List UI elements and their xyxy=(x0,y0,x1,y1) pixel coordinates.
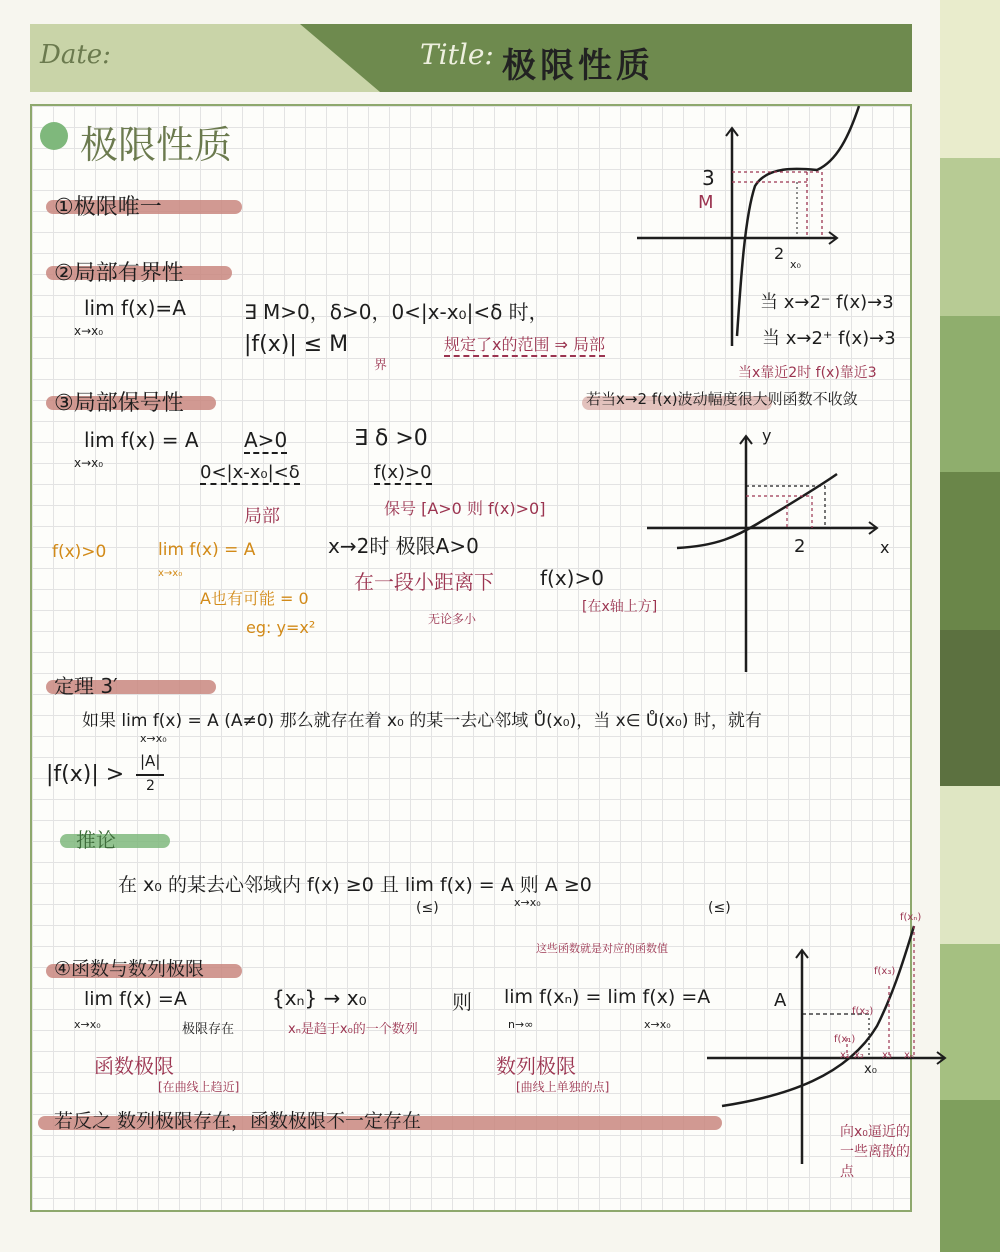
g4-x1-label: x₁ xyxy=(840,1050,850,1061)
color-swatch xyxy=(940,944,1000,1100)
s3-orange1: f(x)>0 xyxy=(52,542,107,562)
graph-2 xyxy=(647,424,897,674)
graph-4 xyxy=(707,926,947,1166)
s3-orange3: A也有可能 = 0 xyxy=(200,589,309,608)
g4-x3-label: x₃ xyxy=(882,1050,892,1061)
s2-bound: |f(x)| ≤ M xyxy=(244,332,349,357)
s3-lim-sub: x→x₀ xyxy=(74,456,104,470)
color-swatch xyxy=(940,786,1000,944)
g1-note1: 当 x→2⁻ f(x)→3 xyxy=(760,292,894,313)
g1-x0-label: x₀ xyxy=(790,258,801,271)
color-swatch xyxy=(940,630,1000,786)
s4-lim: lim f(x) =A xyxy=(84,988,187,1010)
s3-exists: ∃ δ >0 xyxy=(354,426,428,451)
grid-paper xyxy=(30,104,922,1212)
s2-range-note: 规定了x的范围 ⇒ 局部 xyxy=(444,332,605,357)
corollary-sub: x→x₀ xyxy=(514,896,541,909)
corollary-body: 在 x₀ 的某去心邻域内 f(x) ≥0 且 lim f(x) = A 则 A ≥0 xyxy=(118,874,592,896)
g4-f2-label: f(x₂) xyxy=(852,1006,874,1017)
color-swatch xyxy=(940,316,1000,472)
s4-lim2-sub1: n→∞ xyxy=(508,1018,534,1031)
theorem-ineq-num: |A| xyxy=(140,752,161,770)
g4-a-label: A xyxy=(774,990,787,1011)
s4-converse: 若反之 数列极限存在，函数极限不一定存在 xyxy=(54,1110,422,1132)
g1-x-label: 2 xyxy=(774,244,785,263)
s4-lim-sub: x→x₀ xyxy=(74,1018,101,1031)
g4-f3-label: f(x₃) xyxy=(874,966,896,977)
s3-keep-note: 保号 [A>0 则 f(x)>0] xyxy=(384,499,546,518)
color-swatch-strip xyxy=(940,0,1000,1252)
s2-title: ②局部有界性 xyxy=(54,261,184,286)
theorem-fraction-bar xyxy=(136,774,164,776)
s2-bound-note: 界 xyxy=(374,358,388,373)
corollary-title: 推论 xyxy=(76,828,116,852)
g1-y-label: 3 xyxy=(702,166,715,190)
s4-title: ④函数与数列极限 xyxy=(54,958,205,980)
g2-x-label: x xyxy=(880,538,890,557)
s3-lim: lim f(x) = A xyxy=(84,428,199,452)
g4-x2-label: x₂ xyxy=(854,1050,864,1061)
s4-seq-lim-note: [曲线上单独的点] xyxy=(516,1080,610,1094)
g1-note4: 若当x→2 f(x)波动幅度很大则函数不收敛 xyxy=(586,390,858,408)
s3-x2: x→2时 极限A>0 xyxy=(328,534,479,558)
g4-xn-label: xₙ xyxy=(904,1050,914,1061)
g4-f1-label: f(x₁) xyxy=(834,1034,856,1045)
date-label: Date: xyxy=(40,40,111,70)
s3-local-cond: 0<|x-x₀|<δ xyxy=(200,462,300,483)
s4-then: 则 xyxy=(452,990,472,1014)
s4-lim2-sub2: x→x₀ xyxy=(644,1018,671,1031)
theorem-body: 如果 lim f(x) = A (A≠0) 那么就存在着 x₀ 的某一去心邻域 Ů(x₀)，当 x∈ Ů(x₀) 时，就有 xyxy=(82,711,762,731)
s3-orange2: lim f(x) = A xyxy=(158,540,256,560)
bullet-dot xyxy=(40,122,68,150)
g4-curve xyxy=(722,926,914,1106)
s1-title: ①极限唯一 xyxy=(54,195,162,220)
page-header xyxy=(30,24,912,92)
g1-m-label: M xyxy=(698,192,714,213)
s4-exists: 极限存在 xyxy=(182,1022,235,1037)
g4-x0-label: x₀ xyxy=(864,1062,877,1077)
s2-lim: lim f(x)=A xyxy=(84,296,186,320)
s4-func-lim: 函数极限 xyxy=(94,1054,174,1078)
g1-note2: 当 x→2⁺ f(x)→3 xyxy=(762,328,896,349)
page-title: 极限性质 xyxy=(502,46,654,86)
color-swatch xyxy=(940,0,1000,158)
s3-fpos2: f(x)>0 xyxy=(540,566,604,590)
g1-note3: 当x靠近2时 f(x)靠近3 xyxy=(738,365,877,381)
color-swatch xyxy=(940,158,1000,316)
g2-curve xyxy=(677,474,837,548)
title-label: Title: xyxy=(420,38,494,71)
color-swatch xyxy=(940,472,1000,630)
theorem-ineq-left: |f(x)| > xyxy=(46,762,125,787)
s4-func-note: [在曲线上趋近] xyxy=(158,1080,240,1094)
s4-seq: {xₙ} → x₀ xyxy=(272,986,367,1010)
s3-interval: 在一段小距离下 xyxy=(354,570,494,594)
page-heading: 极限性质 xyxy=(80,123,233,167)
s4-seq-note: xₙ是趋于x₀的一个数列 xyxy=(288,1022,418,1037)
g4-note: 向x₀逼近的一些离散的点 xyxy=(840,1124,910,1180)
s3-orange4: eg: y=x² xyxy=(246,618,316,637)
s3-a-pos: A>0 xyxy=(244,428,288,452)
s3-local-note: 局部 xyxy=(244,506,280,527)
s4-top-note: 这些函数就是对应的函数值 xyxy=(536,942,668,955)
s3-title: ③局部保号性 xyxy=(54,391,184,416)
s4-seq-lim: 数列极限 xyxy=(496,1054,576,1078)
s3-above: [在x轴上方] xyxy=(582,599,658,615)
g2-y-label: y xyxy=(762,426,772,445)
s2-cond: ∃ M>0，δ>0，0<|x-x₀|<δ 时， xyxy=(244,300,549,324)
color-swatch xyxy=(940,1100,1000,1252)
theorem-ineq-den: 2 xyxy=(146,778,155,794)
g4-fn-label: f(xₙ) xyxy=(900,912,922,923)
theorem-sub: x→x₀ xyxy=(140,732,167,745)
s4-lim2: lim f(xₙ) = lim f(x) =A xyxy=(504,986,711,1008)
s3-orange2-sub: x→x₀ xyxy=(158,568,183,579)
theorem-title: 定理 3′ xyxy=(54,674,118,698)
g2-2-label: 2 xyxy=(794,536,806,557)
corollary-le: (≤) xyxy=(416,900,439,916)
s3-fpos: f(x)>0 xyxy=(374,462,432,483)
s2-lim-sub: x→x₀ xyxy=(74,324,104,338)
s3-no-matter: 无论多小 xyxy=(428,612,477,626)
corollary-le2: (≤) xyxy=(708,900,731,916)
